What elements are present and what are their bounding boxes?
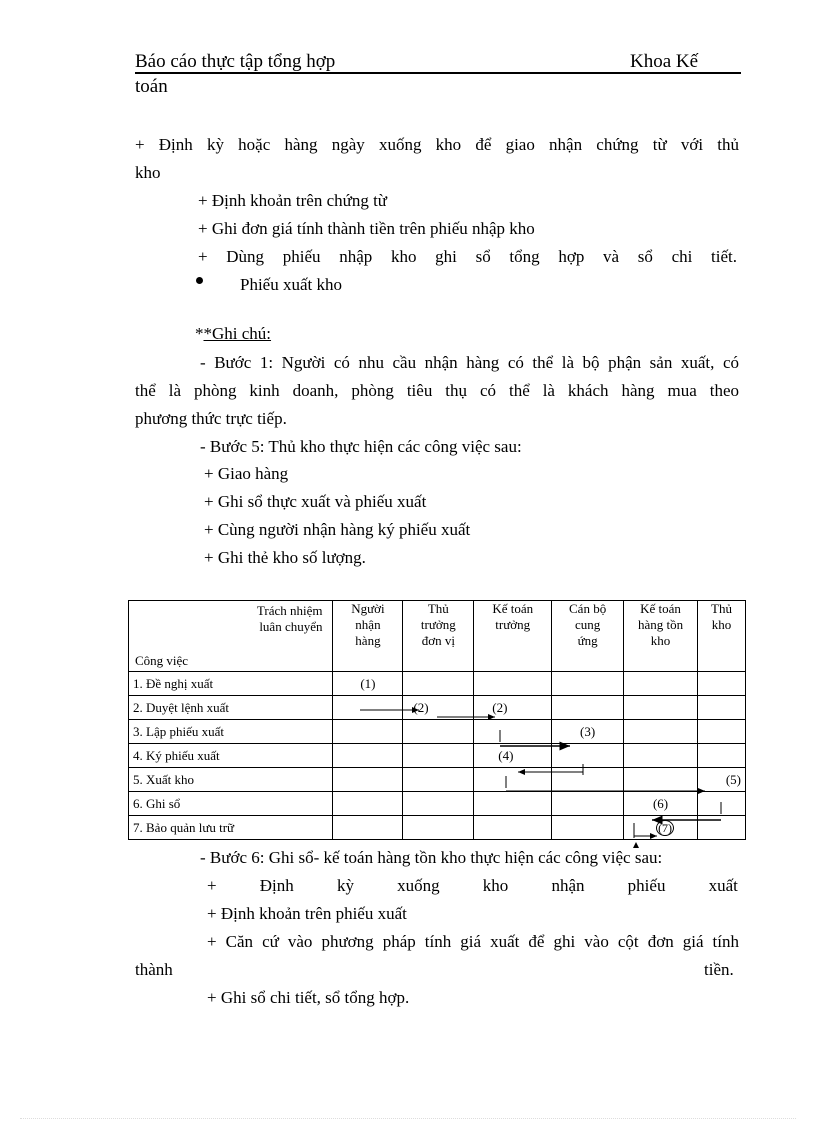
table-row-label: 7. Bảo quản lưu trữ	[129, 816, 333, 840]
note-step5-item: + Ghi thẻ kho số lượng.	[204, 548, 366, 567]
column-header: Người nhận hàng	[333, 601, 403, 672]
corner-label: luân chuyển	[259, 619, 323, 634]
step6-item1-word: kỳ	[336, 876, 354, 895]
table-row-label: 2. Duyệt lệnh xuất	[129, 696, 333, 720]
column-header: Kế toán trưởng	[474, 601, 552, 672]
step6-item1-word: nhận	[551, 876, 585, 895]
corner-label: Trách nhiệm	[256, 603, 323, 618]
step-mark: (6)	[652, 795, 669, 811]
table-row-label: 3. Lập phiếu xuất	[129, 720, 333, 744]
corner-label: Công việc	[135, 653, 189, 668]
step6-item1-word: phiếu	[627, 876, 666, 895]
step6-item1-word: Định	[259, 876, 294, 895]
note-step1-a: - Bước 1: Người có nhu cầu nhận hàng có thể là bộ phận sản xuất, có	[200, 353, 739, 372]
table-row-label: 5. Xuất kho	[129, 768, 333, 792]
column-header: Thủ kho	[698, 601, 746, 672]
intro-line-6: Phiếu xuất kho	[240, 275, 342, 294]
step-mark: (2)	[492, 699, 508, 715]
step6-item1-word: kho	[482, 876, 509, 895]
step-mark: (5)	[725, 771, 741, 787]
table-row-label: 6. Ghi sổ	[129, 792, 333, 816]
step6-item3-b-left: thành	[135, 960, 173, 979]
step6-item1-word: xuất	[708, 876, 738, 895]
column-header: Cán bộ cung ứng	[552, 601, 624, 672]
note-title-text: *Ghi chú:	[203, 324, 272, 343]
step-mark: (3)	[580, 723, 596, 739]
step6-title: - Bước 6: Ghi sổ- kế toán hàng tồn kho thực hiện các công việc sau:	[200, 848, 663, 867]
step6-item3-a: + Căn cứ vào phương pháp tính giá xuất để ghi vào cột đơn giá tính	[207, 932, 739, 951]
intro-line-3: + Định khoản trên chứng từ	[198, 191, 388, 210]
note-title: **Ghi chú:	[195, 324, 272, 343]
step6-item1	[207, 876, 738, 896]
note-step1-c: phương thức trực tiếp.	[135, 409, 287, 428]
step-mark: (7)	[658, 820, 673, 835]
intro-line-5: + Dùng phiếu nhập kho ghi sổ tổng hợp và sổ chi tiết.	[198, 247, 737, 266]
step6-item1-word: xuống	[397, 876, 440, 895]
header-department: Khoa Kế	[630, 51, 699, 72]
intro-line-2: kho	[135, 163, 161, 182]
header-continuation: toán	[135, 76, 168, 97]
step-mark: (1)	[360, 675, 376, 691]
note-step1-b: thể là phòng kinh doanh, phòng tiêu thụ có thể là khách hàng mua theo	[135, 381, 739, 400]
note-step5-item: + Ghi sổ thực xuất và phiếu xuất	[204, 492, 427, 511]
page-bottom-border	[20, 1118, 796, 1119]
header-title: Báo cáo thực tập tổng hợp	[135, 51, 336, 72]
note-step5-item: + Giao hàng	[204, 464, 289, 483]
step6-item4: + Ghi sổ chi tiết, sổ tổng hợp.	[207, 988, 410, 1007]
column-header: Thủ trưởng đơn vị	[403, 601, 474, 672]
note-step5: - Bước 5: Thủ kho thực hiện các công việc sau:	[200, 437, 522, 456]
column-header: Kế toán hàng tồn kho	[624, 601, 698, 672]
intro-line-1: + Định kỳ hoặc hàng ngày xuống kho để giao nhận chứng từ với thủ	[135, 135, 739, 154]
table-row-label: 4. Ký phiếu xuất	[129, 744, 333, 768]
note-step5-item: + Cùng người nhận hàng ký phiếu xuất	[204, 520, 471, 539]
step6-item3-b-right: tiền.	[704, 960, 734, 979]
step-mark: (2)	[413, 699, 429, 715]
step6-item1-word: +	[207, 876, 217, 895]
table-row-label: 1. Đề nghị xuất	[129, 672, 333, 696]
step6-item2: + Định khoản trên phiếu xuất	[207, 904, 407, 923]
step-mark: (4)	[498, 747, 514, 763]
intro-line-4: + Ghi đơn giá tính thành tiền trên phiếu nhập kho	[198, 219, 535, 238]
